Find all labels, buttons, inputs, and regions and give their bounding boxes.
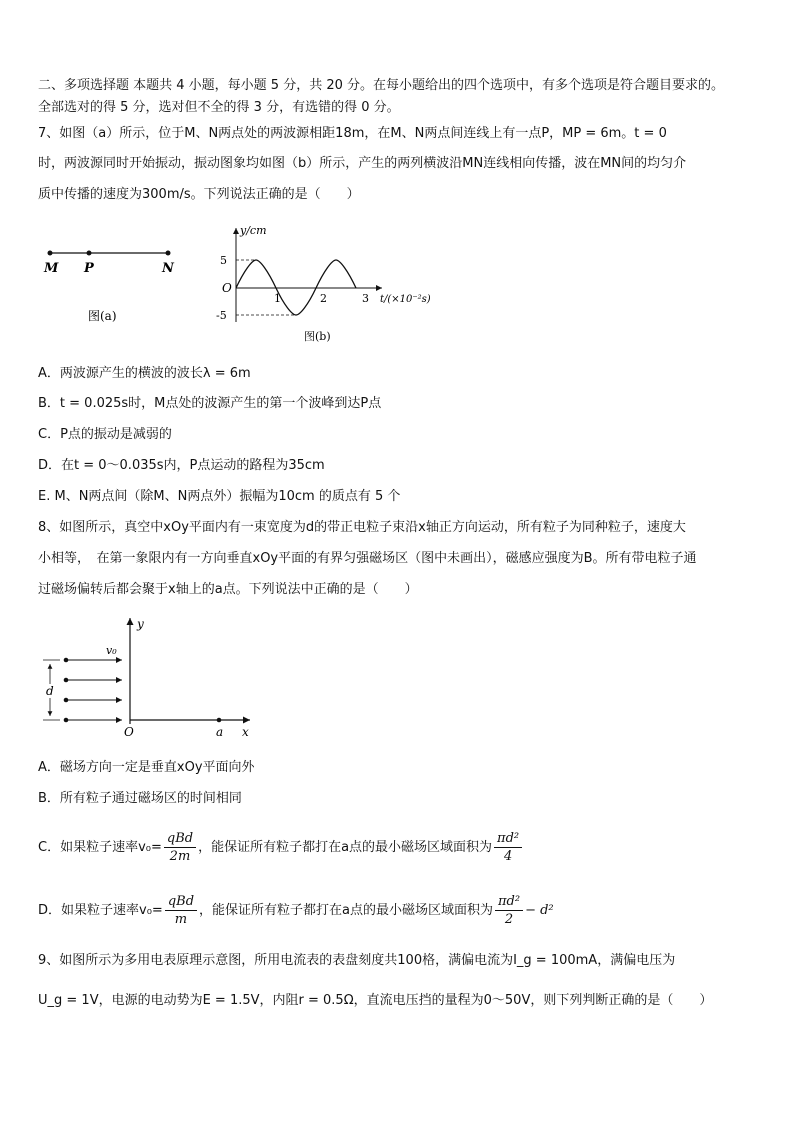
xtick-1: 1	[274, 292, 281, 305]
fraction-numerator: qBd	[164, 830, 196, 848]
q8-option-a: A．磁场方向一定是垂直xOy平面向外	[38, 760, 255, 775]
q7-option-e: E. M、N两点间（除M、N两点外）振幅为10cm 的质点有 5 个	[38, 489, 401, 504]
q8-option-d-prefix: D．如果粒子速率v₀=	[38, 903, 163, 918]
point-m	[48, 251, 53, 256]
x-label: x	[242, 725, 249, 739]
origin-label: O	[124, 725, 134, 739]
xtick-3: 3	[362, 292, 369, 305]
label-n: N	[162, 261, 174, 276]
q7-option-a: A．两波源产生的横波的波长λ = 6m	[38, 366, 251, 381]
caption-b: 图(b)	[304, 330, 331, 343]
d-label: d	[46, 684, 54, 698]
q8-option-d	[38, 893, 770, 933]
ytick-neg5: -5	[216, 309, 227, 322]
label-p: P	[84, 261, 94, 276]
q7-stem-line2: 时，两波源同时开始振动，振动图象均如图（b）所示，产生的两列横波沿MN连线相向传播，波在MN间的均匀介	[38, 156, 687, 171]
q8-option-c-area-fraction	[494, 830, 522, 865]
q8-stem-line2: 小相等， 在第一象限内有一方向垂直xOy平面的有界匀强磁场区（图中未画出），磁感应强度为B。所有带电粒子通	[38, 551, 697, 566]
fraction-denominator: m	[174, 912, 188, 927]
q7-stem-line1: 7、如图（a）所示，位于M、N两点处的两波源相距18m，在M、N两点间连线上有一点P，MP = 6m。t = 0	[38, 126, 667, 141]
fraction-numerator: qBd	[165, 893, 197, 911]
q8-option-c-prefix: C．如果粒子速率v₀=	[38, 840, 162, 855]
fraction-denominator: 2	[504, 912, 514, 927]
q7-figure-a	[38, 240, 188, 330]
q7-option-b: B．t = 0.025s时，M点处的波源产生的第一个波峰到达P点	[38, 396, 382, 411]
q7-figure-b	[212, 222, 452, 347]
xtick-2: 2	[320, 292, 327, 305]
point-n	[166, 251, 171, 256]
q8-figure	[38, 612, 258, 742]
q7-option-c: C．P点的振动是减弱的	[38, 427, 172, 442]
section-heading-line1: 二、多项选择题 本题共 4 小题，每小题 5 分，共 20 分。在每小题给出的四个选项中，有多个选项是符合题目要求的。	[38, 78, 725, 93]
q8-option-b: B．所有粒子通过磁场区的时间相同	[38, 791, 242, 806]
point-a	[217, 718, 222, 723]
caption-a: 图(a)	[88, 309, 117, 323]
q7-option-d: D．在t = 0～0.035s内，P点运动的路程为35cm	[38, 458, 325, 473]
fraction-numerator: πd²	[495, 893, 523, 911]
fraction-denominator: 2m	[169, 849, 191, 864]
ytick-5: 5	[220, 254, 227, 267]
t-axis-label: t/(×10⁻²s)	[380, 294, 431, 305]
q8-option-d-speed-fraction	[165, 893, 197, 928]
q8-option-c	[38, 830, 770, 870]
y-label: y	[137, 617, 144, 631]
y-axis-label: y/cm	[240, 224, 267, 237]
q8-option-c-speed-fraction	[164, 830, 196, 865]
q8-stem-line3: 过磁场偏转后都会聚于x轴上的a点。下列说法中正确的是（ ）	[38, 582, 418, 597]
q8-option-d-middle: ，能保证所有粒子都打在a点的最小磁场区域面积为	[199, 903, 493, 918]
q8-option-d-area-fraction	[495, 893, 523, 928]
q9-stem-line2: U_g = 1V，电源的电动势为E = 1.5V，内阻r = 0.5Ω，直流电压挡的量程为0～50V，则下列判断正确的是（ ）	[38, 993, 713, 1008]
q9-stem-line1: 9、如图所示为多用电表原理示意图，所用电流表的表盘刻度共100格，满偏电流为I_g = 100mA，满偏电压为	[38, 953, 676, 968]
q8-stem-line1: 8、如图所示，真空中xOy平面内有一束宽度为d的带正电粒子束沿x轴正方向运动，所有粒子为同种粒子，速度大	[38, 520, 686, 535]
origin-label: O	[222, 281, 232, 295]
point-p	[87, 251, 92, 256]
fraction-denominator: 4	[503, 849, 513, 864]
v0-label: v₀	[106, 644, 117, 657]
q7-stem-line3: 质中传播的速度为300m/s。下列说法正确的是（ ）	[38, 187, 360, 202]
q8-option-d-tail: − d²	[525, 903, 554, 918]
label-m: M	[44, 261, 59, 276]
fraction-numerator: πd²	[494, 830, 522, 848]
section-heading-line2: 全部选对的得 5 分，选对但不全的得 3 分，有选错的得 0 分。	[38, 100, 400, 115]
q8-option-c-middle: ，能保证所有粒子都打在a点的最小磁场区域面积为	[198, 840, 493, 855]
a-label: a	[216, 725, 224, 739]
